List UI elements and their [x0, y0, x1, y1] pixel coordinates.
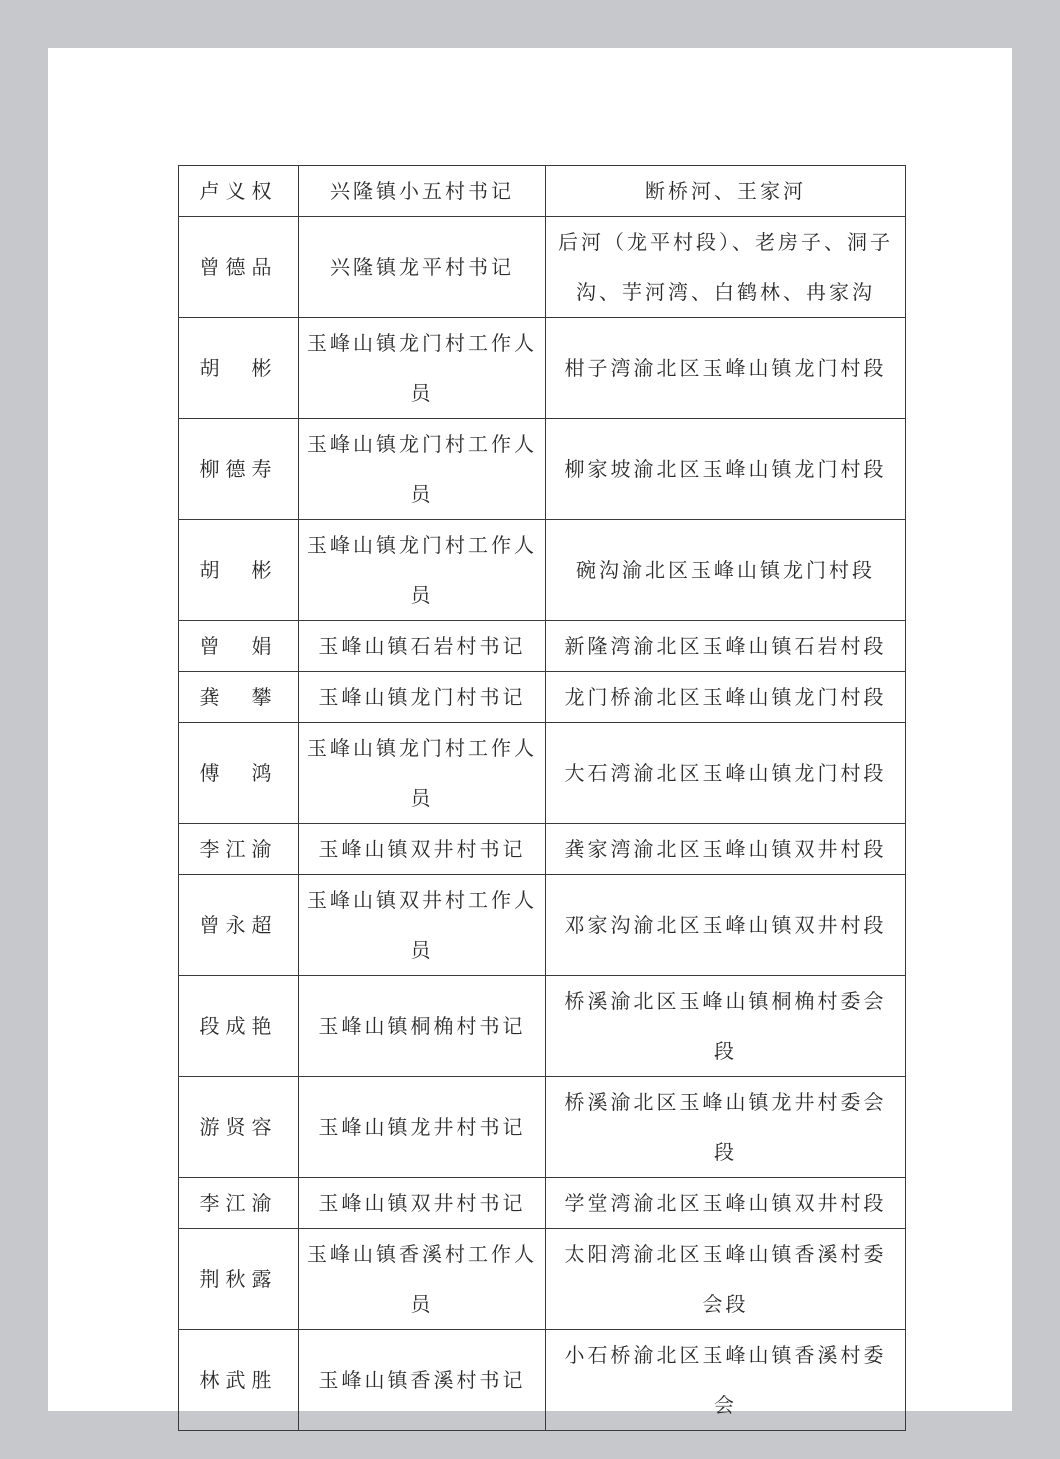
- table-row: [179, 520, 906, 621]
- position-cell: 玉峰山镇龙门村工作人员: [299, 520, 546, 621]
- position-cell: 玉峰山镇龙门村工作人员: [299, 723, 546, 824]
- name-cell: 段成艳: [179, 976, 299, 1077]
- table-row: [179, 318, 906, 419]
- position-cell: 玉峰山镇香溪村工作人员: [299, 1229, 546, 1330]
- river-section-cell: 新隆湾渝北区玉峰山镇石岩村段: [546, 621, 906, 672]
- document-page: [48, 48, 1012, 1417]
- name-cell: 曾永超: [179, 875, 299, 976]
- river-section-cell: 后河（龙平村段）、老房子、洞子沟、芋河湾、白鹤林、冉家沟: [546, 217, 906, 318]
- position-cell: 兴隆镇龙平村书记: [299, 217, 546, 318]
- position-cell: 玉峰山镇龙门村工作人员: [299, 419, 546, 520]
- river-section-cell: 碗沟渝北区玉峰山镇龙门村段: [546, 520, 906, 621]
- position-cell: 玉峰山镇香溪村书记: [299, 1330, 546, 1431]
- position-cell: 玉峰山镇双井村书记: [299, 1178, 546, 1229]
- name-cell: 曾 娟: [179, 621, 299, 672]
- table-row: [179, 217, 906, 318]
- position-cell: 玉峰山镇桐桷村书记: [299, 976, 546, 1077]
- name-cell: 柳德寿: [179, 419, 299, 520]
- position-cell: 玉峰山镇双井村工作人员: [299, 875, 546, 976]
- table-row: [179, 672, 906, 723]
- river-section-cell: 柑子湾渝北区玉峰山镇龙门村段: [546, 318, 906, 419]
- river-section-cell: 学堂湾渝北区玉峰山镇双井村段: [546, 1178, 906, 1229]
- river-section-cell: 断桥河、王家河: [546, 166, 906, 217]
- name-cell: 荆秋露: [179, 1229, 299, 1330]
- table-row: [179, 1330, 906, 1431]
- table-row: [179, 723, 906, 824]
- name-cell: 曾德品: [179, 217, 299, 318]
- table-row: [179, 166, 906, 217]
- position-cell: 玉峰山镇龙门村工作人员: [299, 318, 546, 419]
- table-row: [179, 621, 906, 672]
- name-cell: 胡 彬: [179, 520, 299, 621]
- table-row: [179, 976, 906, 1077]
- river-section-cell: 龙门桥渝北区玉峰山镇龙门村段: [546, 672, 906, 723]
- table-row: [179, 824, 906, 875]
- table-row: [179, 419, 906, 520]
- name-cell: 龚 攀: [179, 672, 299, 723]
- river-section-cell: 桥溪渝北区玉峰山镇龙井村委会段: [546, 1077, 906, 1178]
- name-cell: 李江渝: [179, 1178, 299, 1229]
- name-cell: 胡 彬: [179, 318, 299, 419]
- table-row: [179, 1077, 906, 1178]
- river-section-cell: 小石桥渝北区玉峰山镇香溪村委会: [546, 1330, 906, 1431]
- river-section-cell: 太阳湾渝北区玉峰山镇香溪村委会段: [546, 1229, 906, 1330]
- table-row: [179, 875, 906, 976]
- position-cell: 玉峰山镇双井村书记: [299, 824, 546, 875]
- table-row: [179, 1178, 906, 1229]
- position-cell: 玉峰山镇龙井村书记: [299, 1077, 546, 1178]
- river-section-cell: 大石湾渝北区玉峰山镇龙门村段: [546, 723, 906, 824]
- river-section-cell: 桥溪渝北区玉峰山镇桐桷村委会段: [546, 976, 906, 1077]
- position-cell: 兴隆镇小五村书记: [299, 166, 546, 217]
- name-cell: 卢义权: [179, 166, 299, 217]
- river-section-cell: 邓家沟渝北区玉峰山镇双井村段: [546, 875, 906, 976]
- table-row: [179, 1229, 906, 1330]
- name-cell: 李江渝: [179, 824, 299, 875]
- position-cell: 玉峰山镇石岩村书记: [299, 621, 546, 672]
- position-cell: 玉峰山镇龙门村书记: [299, 672, 546, 723]
- river-section-cell: 柳家坡渝北区玉峰山镇龙门村段: [546, 419, 906, 520]
- river-chief-table: [178, 165, 906, 1431]
- name-cell: 林武胜: [179, 1330, 299, 1431]
- name-cell: 游贤容: [179, 1077, 299, 1178]
- name-cell: 傅 鸿: [179, 723, 299, 824]
- river-section-cell: 龚家湾渝北区玉峰山镇双井村段: [546, 824, 906, 875]
